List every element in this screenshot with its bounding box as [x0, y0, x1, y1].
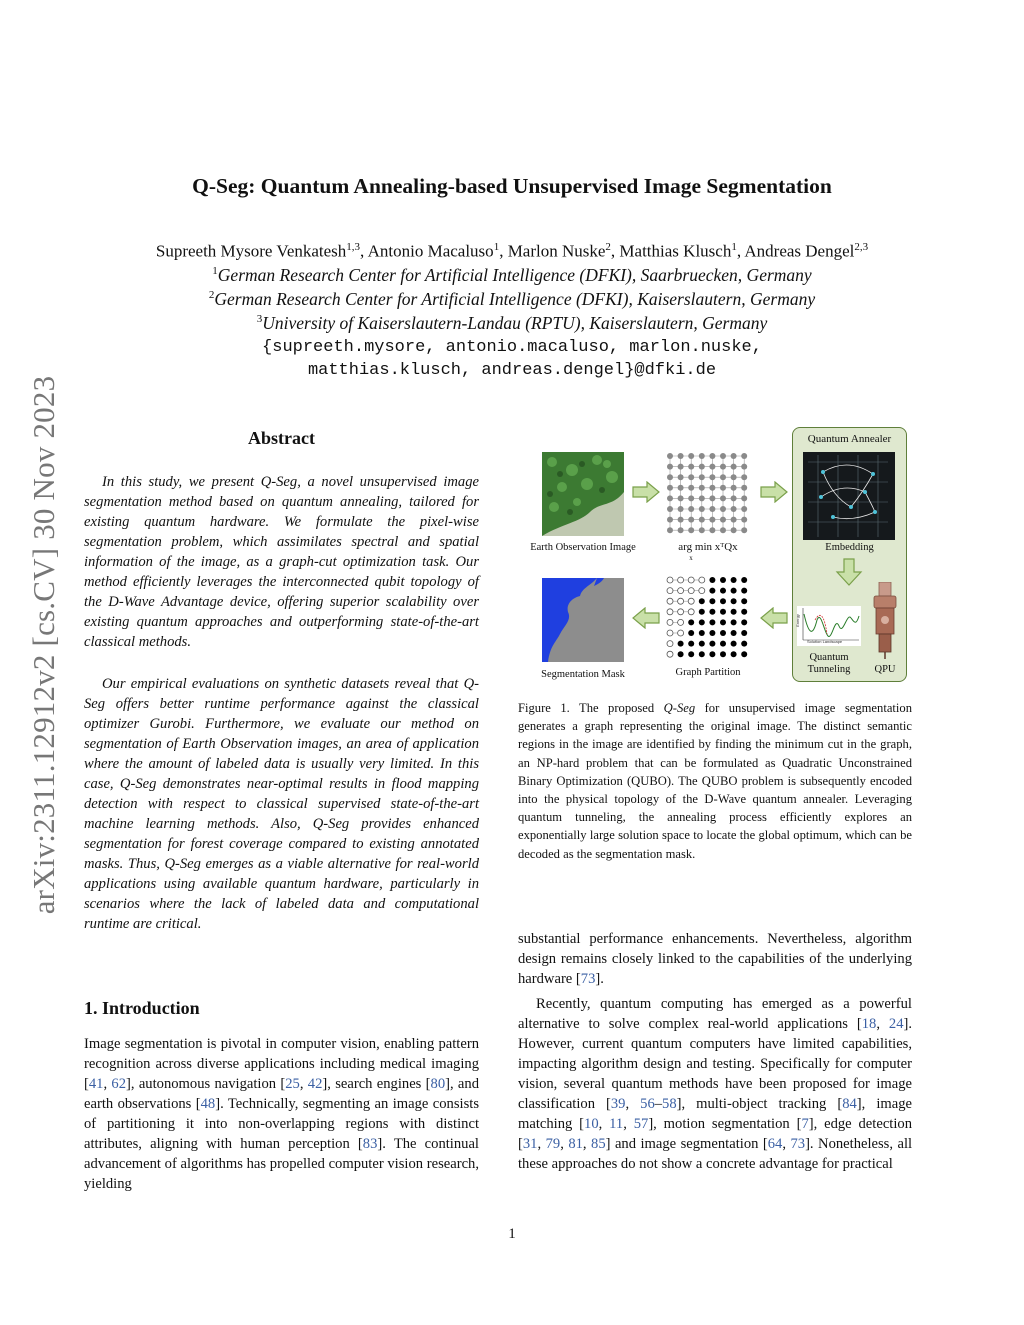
intro-paragraph-1: Image segmentation is pivotal in computer vision, enabling pattern recognition across diverse applications including medical imaging [41, 62], autonomous navigation [25, 42], search engines [80], and earth observations [48]. Technically, segmenting an image consists of partitioning it into non-overlapping regions with distinct attributes, aligning with human perception [83]. The continual advancement of algorithms has propelled computer vision research, yielding — [84, 1036, 480, 1192]
author-list: Supreeth Mysore Venkatesh$^{1,3}$, Antonio Macaluso$^1$, Marlon Nuske$^2$, Matthias Klusch$^1$, Andreas Dengel$^{2,3}$ — [155, 241, 869, 261]
citation-link[interactable]: 56 — [640, 1096, 655, 1112]
citation-link[interactable]: 73 — [580, 971, 596, 987]
citation-link[interactable]: 62 — [111, 1076, 127, 1092]
abstract-paragraph-1: In this study, we present Q-Seg, a novel unsupervised image segmentation method based on quantum annealing, tailored for existing quantum hardware. We formulate the pixel-wise segmentation problem, which assimilates spectral and spatial information of the image, as a graph-cut optimization task. Our method efficiently leverages the interconnected qubit topology of the D-Wave Advantage device, offering superior scalability over existing quantum approaches and outperforming state-of-the-art classical methods. — [84, 474, 479, 650]
earth-observation-label: Earth Observation Image — [530, 542, 636, 553]
solution-axis-label: Solution Landscape — [807, 639, 843, 644]
citation-link[interactable]: 48 — [200, 1096, 216, 1112]
citation-link[interactable]: 24 — [888, 1016, 904, 1032]
left-arrow-icon — [760, 607, 788, 629]
citation-link[interactable]: 79 — [545, 1136, 561, 1152]
abstract-paragraph-2: Our empirical evaluations on synthetic datasets reveal that Q-Seg offers better runtime performance against the classical optimizer Gurobi. Furthermore, we evaluate our method on segmentation of Earth Observation images, an area of application where the amount of labeled data is usually very limited. In this case, Q-Seg demonstrates near-optimal results in flood mapping detection with respect to classical supervised state-of-the-art machine learning methods. Also, Q-Seg provides enhanced segmentation for forest coverage compared to existing annotated masks. Thus, Q-Seg emerges as a viable alternative for real-world applications using available quantum hardware, particularly in scenarios where the lack of labeled data and computational runtime are critical. — [84, 676, 479, 932]
quantum-tunneling-label: Quantum Tunneling — [807, 652, 851, 675]
citation-link[interactable]: 73 — [790, 1136, 806, 1152]
argmin-formula: arg min xᵀQx — [678, 541, 738, 553]
affiliation-3: $^3$University of Kaiserslautern-Landau (RPTU), Kaiserslautern, Germany — [256, 313, 768, 333]
citation-link[interactable]: 64 — [767, 1136, 783, 1152]
citation-link[interactable]: 18 — [861, 1016, 877, 1032]
down-arrow-icon — [835, 558, 863, 586]
citation-link[interactable]: 81 — [568, 1136, 583, 1152]
qubo-graph-grid — [666, 452, 748, 536]
citation-link[interactable]: 11 — [609, 1116, 624, 1132]
citation-link[interactable]: 57 — [633, 1116, 649, 1132]
segmentation-mask-image — [542, 578, 624, 662]
citation-link[interactable]: 39 — [610, 1096, 626, 1112]
graph-partition-label: Graph Partition — [675, 667, 741, 678]
tunneling-plot — [794, 606, 861, 646]
argmin-subscript: x — [689, 554, 693, 562]
qubit-topology-image — [803, 452, 895, 540]
right-paragraph-1: substantial performance enhancements. Nevertheless, algorithm design remains closely linked to the capabilities of the underlying hardware [73]. — [518, 931, 912, 987]
citation-link[interactable]: 84 — [842, 1096, 857, 1112]
citation-link[interactable]: 42 — [307, 1076, 323, 1092]
citation-link[interactable]: 10 — [584, 1116, 599, 1132]
right-arrow-icon — [760, 481, 788, 503]
author: Marlon Nuske — [507, 241, 606, 261]
author: Andreas Dengel — [744, 241, 855, 261]
qpu-image — [871, 582, 899, 660]
page-number: 1 — [508, 1226, 516, 1242]
quantum-annealer-panel — [792, 427, 907, 682]
right-arrow-icon — [632, 481, 660, 503]
citation-link[interactable]: 25 — [285, 1076, 300, 1092]
citation-link[interactable]: 31 — [522, 1136, 538, 1152]
arxiv-id: arXiv:2311.12912v2 [cs.CV] 30 Nov 2023 — [26, 375, 61, 915]
graph-partition-grid — [666, 576, 748, 660]
author: Matthias Klusch — [619, 241, 732, 261]
earth-observation-image — [542, 452, 624, 536]
citation-link[interactable]: 80 — [430, 1076, 446, 1092]
author: Supreeth Mysore Venkatesh — [155, 241, 347, 261]
citation-link[interactable]: 41 — [88, 1076, 104, 1092]
citation-link[interactable]: 83 — [362, 1136, 378, 1152]
figure-1-caption: Figure 1. The proposed Q-Seg for unsupervised image segmentation generates a graph representing the original image. The distinct semantic regions in the image are identified by finding the minimum cut in the graph, an NP-hard problem that can be formulated as Quadratic Unconstrained Binary Optimization (QUBO). The QUBO problem is subsequently encoded into the physical topology of the D-Wave quantum annealer. Leveraging quantum tunneling, the annealing process efficiently explores an exponentially large solution space to locate the global optimum, which can be decoded as the segmentation mask. — [518, 701, 912, 861]
segmentation-mask-label: Segmentation Mask — [541, 669, 625, 680]
qpu-label: QPU — [874, 664, 896, 675]
affiliation-2: $^2$German Research Center for Artificial Intelligence (DFKI), Kaiserslautern, Germany — [208, 289, 816, 309]
right-paragraph-2: Recently, quantum computing has emerged as a powerful alternative to solve complex real-world applications [18, 24]. However, current quantum computers have limited capabilities, impacting algorithm design and testing. Specifically for computer vision, several quantum methods have been proposed for image classification [39, 56–58], multi-object tracking [84], image matching [10, 11, 57], motion segmentation [7], edge detection [31, 79, 81, 85] and image segmentation [64, 73]. Nonetheless, all these approaches do not show a concrete advantage for practical — [518, 996, 913, 1172]
energy-axis-label: Energy — [794, 614, 800, 627]
figure-1 — [520, 425, 912, 687]
affiliation-1: $^1$German Research Center for Artificial Intelligence (DFKI), Saarbruecken, Germany — [212, 265, 812, 285]
email-line-2: matthias.klusch, andreas.dengel}@dfki.de — [307, 361, 717, 380]
abstract-heading: Abstract — [248, 428, 315, 448]
arxiv-sidebar-stamp — [14, 345, 74, 945]
left-arrow-icon — [632, 607, 660, 629]
embedding-label: Embedding — [825, 542, 874, 553]
citation-link[interactable]: 85 — [591, 1136, 606, 1152]
email-line-1: {supreeth.mysore, antonio.macaluso, marlon.nuske, — [262, 338, 762, 357]
paper-title: Q-Seg: Quantum Annealing-based Unsupervised Image Segmentation — [192, 174, 832, 198]
author: Antonio Macaluso — [367, 241, 494, 261]
citation-link[interactable]: 58 — [662, 1096, 677, 1112]
quantum-annealer-label: Quantum Annealer — [807, 433, 892, 445]
citation-link[interactable]: 7 — [801, 1116, 809, 1132]
introduction-heading: 1. Introduction — [84, 998, 200, 1018]
